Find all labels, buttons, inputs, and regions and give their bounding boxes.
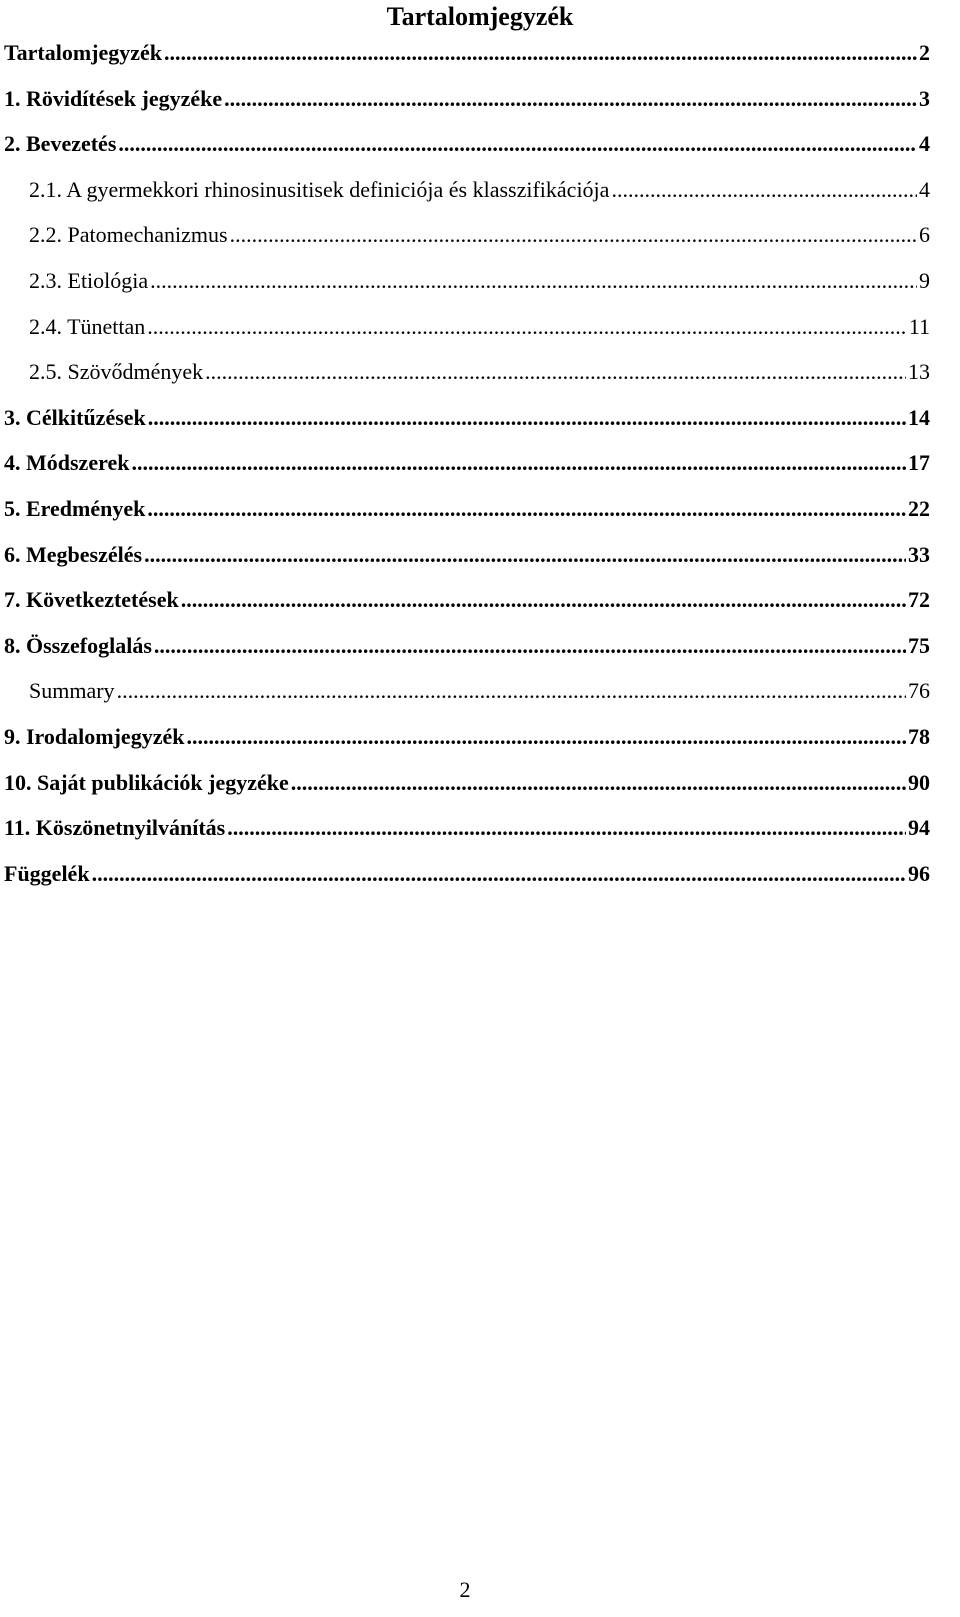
toc-entry-label: 10. Saját publikációk jegyzéke [4,769,289,795]
toc-entry-page: 72 [908,587,930,613]
dot-leader [186,720,906,754]
toc-entry-szovodmenyek[interactable] [4,355,930,401]
toc-entry-page: 96 [908,860,930,886]
toc-entry-megbeszeles[interactable] [4,538,930,584]
toc-entry-label: 2.2. Patomechanizmus [29,222,228,248]
dot-leader [154,629,906,663]
dot-leader [224,82,917,116]
toc-entry-label: 4. Módszerek [4,450,130,476]
page-number: 2 [459,1577,471,1602]
toc-entry-page: 6 [919,222,930,248]
toc-entry-bevezetes[interactable] [4,127,930,173]
toc-entry-label: 3. Célkitűzések [4,404,146,430]
toc-entry-roviditesek[interactable] [4,82,930,128]
toc-entry-osszefoglalas[interactable] [4,629,930,675]
toc-entry-kovetkeztetesek[interactable] [4,583,930,629]
toc-entry-tartalomjegyzek[interactable] [4,36,930,82]
toc-entry-label: 2. Bevezetés [4,131,117,157]
dot-leader [144,538,906,572]
dot-leader [117,674,906,708]
toc-entry-page: 75 [908,632,930,658]
toc-entry-page: 94 [908,815,930,841]
dot-leader [291,766,906,800]
toc-entry-label: 2.1. A gyermekkori rhinosinusitisek definiciója és klasszifikációja [29,176,610,202]
toc-entry-label: Summary [29,678,115,704]
dot-leader [147,310,907,344]
toc-entry-label: 2.5. Szövődmények [29,359,204,385]
toc-entry-label: 6. Megbeszélés [4,541,143,567]
toc-entry-page: 4 [919,131,930,157]
dot-leader [147,492,906,526]
toc-entry-page: 11 [908,313,930,339]
toc-entry-definicio[interactable] [4,173,930,219]
table-of-contents [4,36,930,902]
toc-entry-label: 1. Rövidítések jegyzéke [4,85,223,111]
dot-leader [148,401,906,435]
toc-entry-summary[interactable] [4,674,930,720]
toc-entry-page: 33 [908,541,930,567]
toc-entry-koszonetnyilvanitas[interactable] [4,811,930,857]
toc-entry-page: 4 [919,176,930,202]
dot-leader [227,811,906,845]
toc-entry-page: 13 [908,359,930,385]
toc-entry-publikaciok[interactable] [4,766,930,812]
toc-entry-label: Tartalomjegyzék [4,40,163,65]
toc-entry-label: 8. Összefoglalás [4,632,152,658]
dot-leader [164,36,917,70]
toc-entry-page: 9 [919,267,930,293]
dot-leader [150,264,917,298]
toc-entry-eredmenyek[interactable] [4,492,930,538]
toc-entry-tunettan[interactable] [4,310,930,356]
dot-leader [230,218,917,252]
toc-entry-fuggelek[interactable] [4,857,930,903]
toc-entry-label: 11. Köszönetnyilvánítás [4,815,226,841]
dot-leader [611,173,917,207]
toc-entry-page: 78 [908,723,930,749]
toc-entry-irodalomjegyzek[interactable] [4,720,930,766]
toc-entry-page: 90 [908,769,930,795]
toc-entry-label: 9. Irodalomjegyzék [4,723,185,749]
dot-leader [118,127,917,161]
toc-entry-page: 22 [908,495,930,521]
page-title: Tartalomjegyzék [386,2,574,31]
dot-leader [205,355,906,389]
dot-leader [181,583,906,617]
dot-leader [131,446,906,480]
toc-entry-etiologia[interactable] [4,264,930,310]
dot-leader [92,857,906,891]
toc-entry-page: 2 [919,40,930,65]
toc-entry-label: 5. Eredmények [4,495,146,521]
toc-entry-label: Függelék [4,860,90,886]
toc-entry-patomechanizmus[interactable] [4,218,930,264]
toc-entry-page: 76 [908,678,930,704]
toc-entry-celkituzesek[interactable] [4,401,930,447]
toc-entry-label: 7. Következtetések [4,587,179,613]
toc-entry-modszerek[interactable] [4,446,930,492]
toc-entry-label: 2.3. Etiológia [29,267,149,293]
toc-entry-page: 3 [919,85,930,111]
toc-entry-label: 2.4. Tünettan [29,313,146,339]
toc-entry-page: 14 [908,404,930,430]
toc-entry-page: 17 [908,450,930,476]
